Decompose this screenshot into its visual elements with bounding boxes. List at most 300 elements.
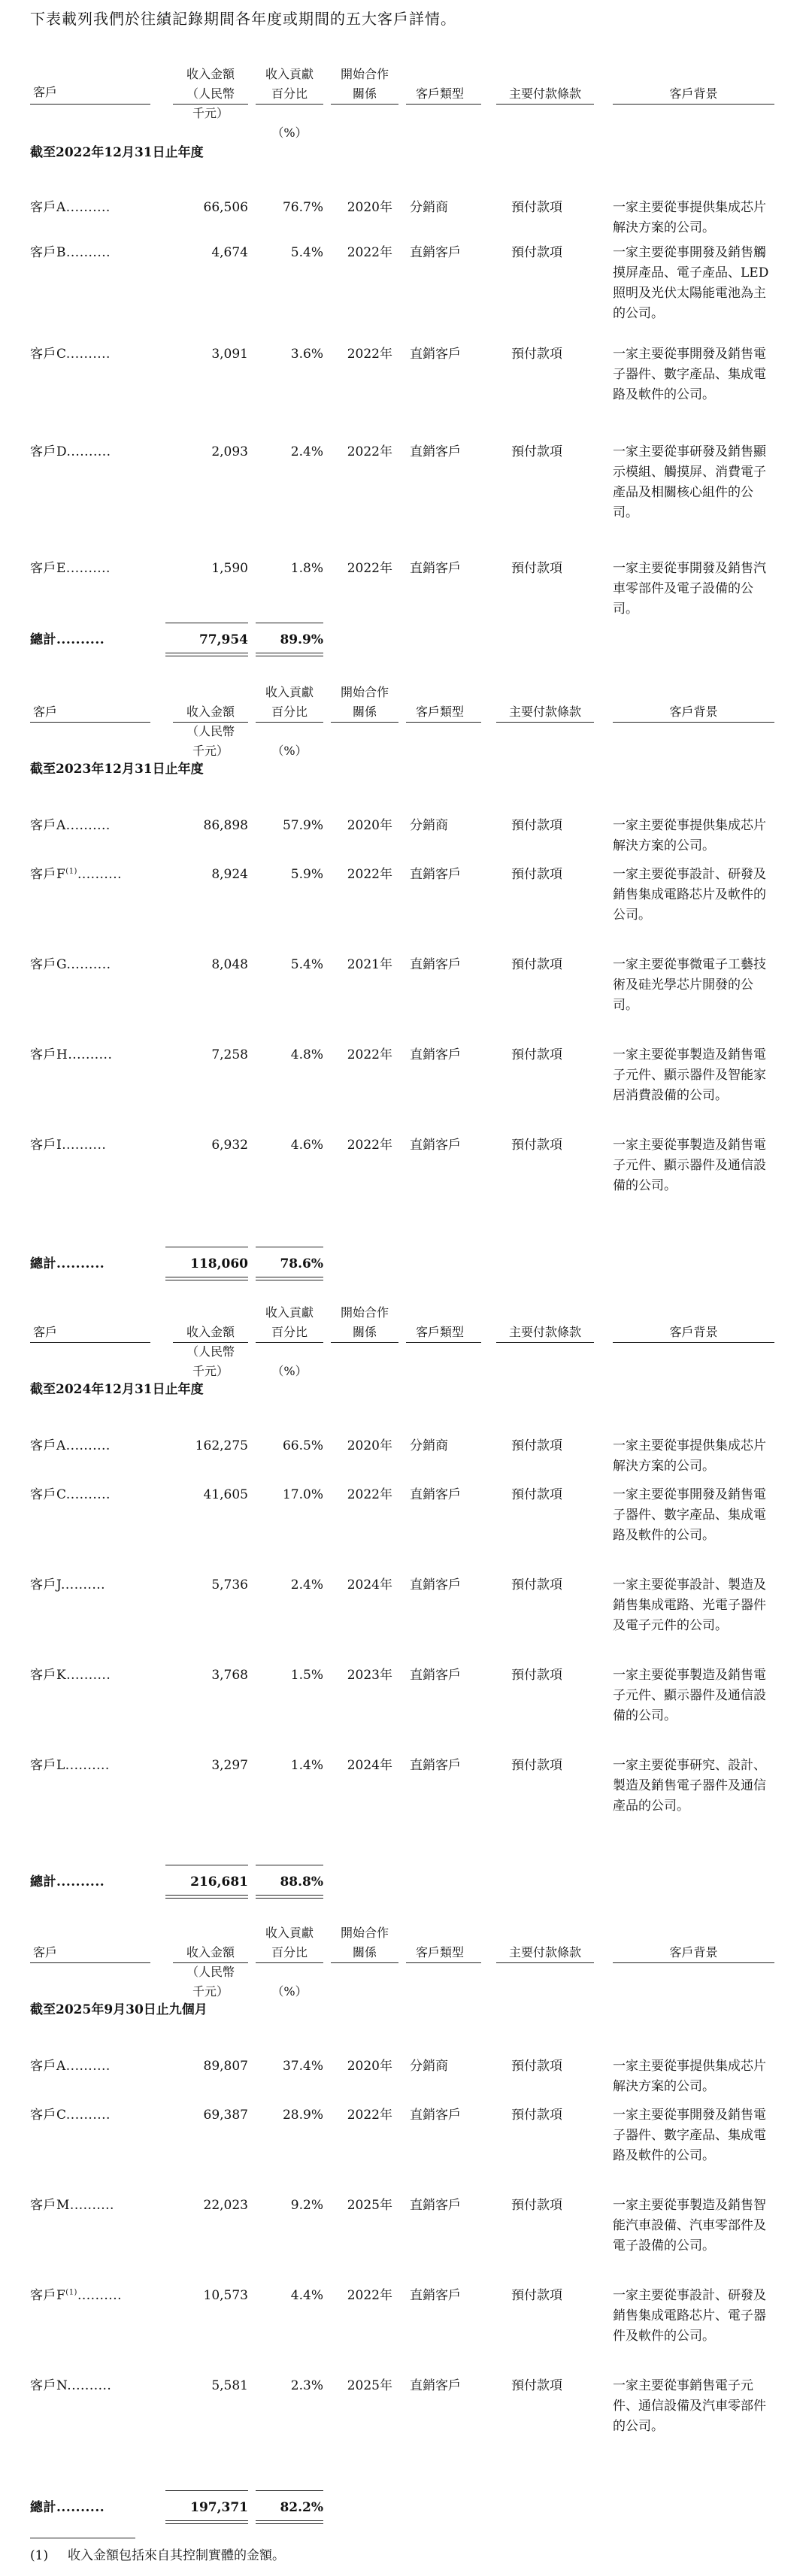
customer-background: 一家主要從事設計、研發及銷售集成電路芯片及軟件的公司。	[613, 867, 766, 923]
customer-background: 一家主要從事研究、設計、製造及銷售電子器件及通信產品的公司。	[613, 1758, 766, 1814]
customer-background: 一家主要從事開發及銷售電子器件、數字產品、集成電路及軟件的公司。	[613, 347, 766, 402]
start-year: 2021年	[347, 957, 392, 972]
payment-terms: 預付款項	[511, 2288, 562, 2303]
customer-label: 客戶M	[30, 2198, 70, 2213]
header-background: 客戶背景	[669, 1325, 718, 1339]
leader-dots: ..........	[56, 1256, 105, 1271]
header-background: 客戶背景	[669, 1945, 718, 1959]
header-payment: 主要付款條款	[508, 705, 581, 719]
start-year: 2022年	[347, 2108, 392, 2123]
header-payment: 主要付款條款	[508, 1945, 581, 1959]
start-year: 2020年	[347, 818, 392, 833]
revenue-amount: 41,605	[203, 1487, 248, 1502]
customer-name	[30, 243, 111, 262]
payment-terms: 預付款項	[511, 1047, 562, 1062]
start-year: 2022年	[347, 347, 392, 362]
customer-name	[30, 1045, 112, 1065]
header-rule	[173, 1962, 248, 1963]
payment-terms: 預付款項	[511, 561, 562, 576]
leader-dots: ..........	[65, 1487, 111, 1502]
customer-type: 直銷客戶	[410, 2288, 461, 2303]
header-background: 客戶背景	[669, 86, 718, 101]
start-year: 2025年	[347, 2198, 392, 2213]
header-start: 開始合作	[340, 1926, 389, 1940]
customer-type: 分銷商	[410, 200, 448, 215]
revenue-share: 1.5%	[290, 1668, 323, 1683]
customer-type: 直銷客戶	[410, 1668, 461, 1683]
customer-type: 直銷客戶	[410, 1047, 461, 1062]
start-year: 2020年	[347, 1438, 392, 1453]
revenue-amount: 7,258	[211, 1047, 248, 1062]
header-share-unit: （%）	[271, 1984, 308, 1999]
customer-type: 直銷客戶	[410, 444, 461, 459]
revenue-share: 17.0%	[282, 1487, 323, 1502]
header-rule	[173, 722, 248, 723]
start-year: 2022年	[347, 1487, 392, 1502]
header-start: 開始合作	[340, 67, 389, 81]
customer-background: 一家主要從事提供集成芯片解決方案的公司。	[613, 1438, 766, 1474]
payment-terms: 預付款項	[511, 867, 562, 882]
revenue-amount: 89,807	[203, 2059, 248, 2074]
customer-name	[30, 559, 111, 578]
customer-background: 一家主要從事研發及銷售顯示模組、觸摸屏、消費電子產品及相關核心組件的公司。	[613, 444, 766, 520]
header-customer: 客戶	[32, 1945, 57, 1959]
revenue-share: 9.2%	[290, 2198, 323, 2213]
customer-label: 客戶A	[30, 818, 66, 833]
start-year: 2023年	[347, 1668, 392, 1683]
revenue-share: 37.4%	[282, 2059, 323, 2074]
revenue-share: 5.9%	[290, 867, 323, 882]
total-label	[30, 630, 105, 650]
start-year: 2022年	[347, 1138, 392, 1153]
header-rule	[256, 1342, 323, 1343]
header-revenue-unit: 千元）	[192, 1984, 229, 1999]
revenue-amount: 4,674	[211, 245, 248, 260]
total-rule	[256, 2490, 323, 2491]
header-rule	[496, 1962, 594, 1963]
header-share: 百分比	[271, 1945, 308, 1959]
header-type: 客戶類型	[415, 705, 464, 719]
customer-type: 直銷客戶	[410, 1577, 461, 1593]
leader-dots: ..........	[62, 1138, 107, 1153]
header-start: 開始合作	[340, 1305, 389, 1320]
customer-table-section	[30, 677, 782, 1284]
total-double-rule	[165, 2520, 248, 2524]
revenue-amount: 86,898	[203, 818, 248, 833]
header-rule	[406, 104, 481, 105]
revenue-amount: 3,091	[211, 347, 248, 362]
customer-type: 直銷客戶	[410, 1758, 461, 1773]
header-rule	[30, 1962, 150, 1963]
revenue-share: 3.6%	[290, 347, 323, 362]
customer-type: 直銷客戶	[410, 2108, 461, 2123]
total-amount: 197,371	[190, 2500, 248, 2515]
customer-type: 直銷客戶	[410, 245, 461, 260]
leader-dots: ..........	[65, 1758, 110, 1773]
header-revenue-unit: 千元）	[192, 106, 229, 120]
header-revenue: 收入金額	[186, 705, 235, 719]
customer-label: 客戶G	[30, 957, 67, 972]
total-rule	[165, 2490, 248, 2491]
header-share: 收入貢獻	[265, 685, 314, 699]
total-double-rule	[256, 1895, 323, 1899]
header-revenue: 收入金額	[186, 1945, 235, 1959]
customer-type: 直銷客戶	[410, 1138, 461, 1153]
leader-dots: ..........	[65, 561, 111, 576]
header-customer: 客戶	[32, 85, 57, 99]
revenue-amount: 3,297	[211, 1758, 248, 1773]
header-revenue-unit: （人民幣	[186, 724, 235, 738]
customer-name	[30, 1756, 110, 1775]
header-rule	[331, 722, 398, 723]
revenue-amount: 69,387	[203, 2108, 248, 2123]
footnote	[30, 2546, 285, 2565]
leader-dots: ..........	[66, 245, 111, 260]
table-header	[30, 59, 782, 140]
revenue-amount: 66,506	[203, 200, 248, 215]
customer-label: 客戶C	[30, 1487, 66, 1502]
total-share: 78.6%	[280, 1256, 323, 1271]
customer-table-section	[30, 59, 782, 660]
header-revenue-unit: （人民幣	[186, 1965, 235, 1979]
header-start: 開始合作	[340, 685, 389, 699]
total-amount: 118,060	[190, 1256, 248, 1271]
header-share: 收入貢獻	[265, 1305, 314, 1320]
header-share: 百分比	[271, 1325, 308, 1339]
header-rule	[496, 1342, 594, 1343]
header-customer: 客戶	[32, 1325, 57, 1339]
leader-dots: ..........	[65, 1438, 111, 1453]
header-rule	[256, 1962, 323, 1963]
header-rule	[331, 1342, 398, 1343]
revenue-share: 4.6%	[290, 1138, 323, 1153]
leader-dots: ..........	[56, 2500, 105, 2515]
customer-label: 客戶B	[30, 245, 66, 260]
table-header	[30, 677, 782, 758]
header-start: 關係	[352, 1325, 377, 1339]
total-double-rule	[256, 653, 323, 656]
customer-label: 客戶A	[30, 2059, 66, 2074]
total-double-rule	[165, 1277, 248, 1280]
customer-name	[30, 1436, 111, 1456]
header-rule	[406, 1342, 481, 1343]
customer-table-section	[30, 1917, 782, 2528]
customer-table-section	[30, 1297, 782, 1902]
footnote-text: 收入金額包括來自其控制實體的金額。	[68, 2548, 285, 2563]
customer-type: 直銷客戶	[410, 957, 461, 972]
customer-name	[30, 865, 122, 884]
payment-terms: 預付款項	[511, 2108, 562, 2123]
payment-terms: 預付款項	[511, 1487, 562, 1502]
customer-background: 一家主要從事設計、製造及銷售集成電路、光電子器件及電子元件的公司。	[613, 1577, 766, 1633]
customer-background: 一家主要從事提供集成芯片解決方案的公司。	[613, 818, 766, 853]
customer-name	[30, 198, 111, 217]
header-revenue-unit: （人民幣	[186, 86, 235, 101]
header-rule	[331, 104, 398, 105]
payment-terms: 預付款項	[511, 2198, 562, 2213]
payment-terms: 預付款項	[511, 347, 562, 362]
revenue-share: 2.3%	[290, 2378, 323, 2393]
leader-dots: ..........	[56, 632, 105, 647]
revenue-amount: 22,023	[203, 2198, 248, 2213]
customer-label: 客戶E	[30, 561, 66, 576]
customer-background: 一家主要從事開發及銷售電子器件、數字產品、集成電路及軟件的公司。	[613, 2108, 766, 2163]
header-rule	[173, 104, 248, 105]
customer-background: 一家主要從事製造及銷售電子元件、顯示器件及智能家居消費設備的公司。	[613, 1047, 766, 1103]
leader-dots: ..........	[65, 347, 111, 362]
customer-name	[30, 442, 111, 462]
total-double-rule	[165, 653, 248, 656]
total-text: 總計	[30, 1256, 56, 1271]
leader-dots: ..........	[66, 444, 111, 459]
start-year: 2022年	[347, 2288, 392, 2303]
start-year: 2022年	[347, 444, 392, 459]
leader-dots: ..........	[56, 1874, 105, 1890]
start-year: 2020年	[347, 2059, 392, 2074]
customer-background: 一家主要從事製造及銷售電子元件、顯示器件及通信設備的公司。	[613, 1138, 766, 1193]
header-rule	[496, 104, 594, 105]
customer-background: 一家主要從事提供集成芯片解決方案的公司。	[613, 200, 766, 235]
leader-dots: ..........	[77, 867, 123, 882]
header-rule	[613, 104, 774, 105]
customer-background: 一家主要從事設計、研發及銷售集成電路芯片、電子器件及軟件的公司。	[613, 2288, 766, 2344]
total-label	[30, 1254, 105, 1274]
customer-label: 客戶F	[30, 2288, 66, 2303]
header-rule	[613, 1342, 774, 1343]
header-type: 客戶類型	[415, 1325, 464, 1339]
customer-background: 一家主要從事製造及銷售電子元件、顯示器件及通信設備的公司。	[613, 1668, 766, 1723]
period-label: 截至2022年12月31日止年度	[30, 145, 204, 160]
header-payment: 主要付款條款	[508, 1325, 581, 1339]
customer-name	[30, 816, 111, 835]
revenue-amount: 5,581	[211, 2378, 248, 2393]
customer-type: 直銷客戶	[410, 561, 461, 576]
header-revenue: 收入金額	[186, 67, 235, 81]
customer-type: 分銷商	[410, 1438, 448, 1453]
header-rule	[331, 1962, 398, 1963]
customer-label: 客戶J	[30, 1577, 61, 1593]
payment-terms: 預付款項	[511, 1758, 562, 1773]
total-label	[30, 1872, 105, 1892]
leader-dots: ..........	[68, 1047, 113, 1062]
header-rule	[173, 1342, 248, 1343]
start-year: 2022年	[347, 561, 392, 576]
customer-background: 一家主要從事提供集成芯片解決方案的公司。	[613, 2059, 766, 2094]
customer-name	[30, 1665, 111, 1685]
header-payment: 主要付款條款	[508, 86, 581, 101]
revenue-amount: 162,275	[195, 1438, 248, 1453]
header-share: 收入貢獻	[265, 1926, 314, 1940]
header-share: 百分比	[271, 705, 308, 719]
total-double-rule	[256, 2520, 323, 2524]
leader-dots: ..........	[66, 957, 111, 972]
intro-text: 下表載列我們於往績記錄期間各年度或期間的五大客戶詳情。	[30, 10, 456, 28]
header-share: 收入貢獻	[265, 67, 314, 81]
start-year: 2022年	[347, 245, 392, 260]
payment-terms: 預付款項	[511, 200, 562, 215]
payment-terms: 預付款項	[511, 1577, 562, 1593]
customer-name	[30, 2286, 122, 2305]
revenue-amount: 5,736	[211, 1577, 248, 1593]
header-revenue-unit: （人民幣	[186, 1344, 235, 1359]
footnote-ref: (1)	[65, 867, 77, 876]
customer-background: 一家主要從事開發及銷售觸摸屏產品、電子產品、LED照明及光伏太陽能電池為主的公司。	[613, 245, 769, 321]
start-year: 2024年	[347, 1577, 392, 1593]
leader-dots: ..........	[61, 1577, 106, 1593]
customer-type: 直銷客戶	[410, 1487, 461, 1502]
total-amount: 77,954	[198, 632, 248, 647]
revenue-amount: 2,093	[211, 444, 248, 459]
leader-dots: ..........	[67, 2378, 112, 2393]
revenue-amount: 8,924	[211, 867, 248, 882]
total-text: 總計	[30, 632, 56, 647]
revenue-amount: 1,590	[211, 561, 248, 576]
table-header	[30, 1297, 782, 1378]
customer-name	[30, 955, 111, 974]
payment-terms: 預付款項	[511, 444, 562, 459]
customer-label: 客戶A	[30, 200, 66, 215]
customer-label: 客戶C	[30, 2108, 66, 2123]
customer-type: 分銷商	[410, 818, 448, 833]
customer-name	[30, 2056, 111, 2076]
payment-terms: 預付款項	[511, 818, 562, 833]
customer-name	[30, 2196, 114, 2215]
revenue-amount: 3,768	[211, 1668, 248, 1683]
total-share: 82.2%	[280, 2500, 323, 2515]
period-label: 截至2023年12月31日止年度	[30, 762, 204, 777]
leader-dots: ..........	[65, 2108, 111, 2123]
header-share: 百分比	[271, 86, 308, 101]
payment-terms: 預付款項	[511, 2059, 562, 2074]
header-share-unit: （%）	[271, 1364, 308, 1378]
total-share: 89.9%	[280, 632, 323, 647]
customer-name	[30, 1575, 105, 1595]
leader-dots: ..........	[69, 2198, 114, 2213]
period-label: 截至2025年9月30日止九個月	[30, 2002, 208, 2017]
period-label: 截至2024年12月31日止年度	[30, 1382, 204, 1397]
total-text: 總計	[30, 1874, 56, 1890]
revenue-amount: 6,932	[211, 1138, 248, 1153]
customer-label: 客戶H	[30, 1047, 68, 1062]
payment-terms: 預付款項	[511, 1438, 562, 1453]
customer-type: 直銷客戶	[410, 347, 461, 362]
revenue-share: 76.7%	[282, 200, 323, 215]
customer-background: 一家主要從事微電子工藝技術及硅光學芯片開發的公司。	[613, 957, 766, 1013]
customer-background: 一家主要從事開發及銷售電子器件、數字產品、集成電路及軟件的公司。	[613, 1487, 766, 1543]
customer-background: 一家主要從事製造及銷售智能汽車設備、汽車零部件及電子設備的公司。	[613, 2198, 766, 2253]
revenue-share: 5.4%	[290, 957, 323, 972]
header-rule	[406, 722, 481, 723]
footnote-ref: (1)	[65, 2288, 77, 2297]
customer-label: 客戶K	[30, 1668, 67, 1683]
total-double-rule	[165, 1895, 248, 1899]
payment-terms: 預付款項	[511, 245, 562, 260]
header-revenue: 收入金額	[186, 1325, 235, 1339]
customer-type: 分銷商	[410, 2059, 448, 2074]
table-header	[30, 1917, 782, 1999]
payment-terms: 預付款項	[511, 1138, 562, 1153]
customer-name	[30, 2105, 111, 2125]
customer-name	[30, 2376, 111, 2396]
header-revenue-unit: 千元）	[192, 1364, 229, 1378]
revenue-share: 2.4%	[290, 1577, 323, 1593]
customer-name	[30, 1485, 111, 1505]
customer-name	[30, 344, 111, 364]
revenue-share: 66.5%	[282, 1438, 323, 1453]
customer-label: 客戶C	[30, 347, 66, 362]
total-label	[30, 2498, 105, 2517]
start-year: 2022年	[347, 867, 392, 882]
header-share-unit: （%）	[271, 744, 308, 758]
leader-dots: ..........	[66, 1668, 111, 1683]
header-rule	[256, 104, 323, 105]
customer-label: 客戶A	[30, 1438, 66, 1453]
customer-type: 直銷客戶	[410, 2198, 461, 2213]
header-rule	[30, 722, 150, 723]
revenue-share: 28.9%	[282, 2108, 323, 2123]
revenue-share: 57.9%	[282, 818, 323, 833]
revenue-share: 1.8%	[290, 561, 323, 576]
leader-dots: ..........	[65, 200, 111, 215]
header-rule	[30, 104, 150, 105]
customer-label: 客戶L	[30, 1758, 65, 1773]
header-type: 客戶類型	[415, 1945, 464, 1959]
header-start: 關係	[352, 705, 377, 719]
start-year: 2024年	[347, 1758, 392, 1773]
header-customer: 客戶	[32, 705, 57, 719]
header-start: 關係	[352, 1945, 377, 1959]
payment-terms: 預付款項	[511, 2378, 562, 2393]
header-rule	[406, 1962, 481, 1963]
payment-terms: 預付款項	[511, 957, 562, 972]
start-year: 2020年	[347, 200, 392, 215]
revenue-share: 4.8%	[290, 1047, 323, 1062]
header-rule	[30, 1342, 150, 1343]
header-share-unit: （%）	[271, 126, 308, 140]
total-double-rule	[256, 1277, 323, 1280]
customer-name	[30, 1135, 106, 1155]
revenue-share: 2.4%	[290, 444, 323, 459]
total-text: 總計	[30, 2500, 56, 2515]
footnote-mark: (1)	[30, 2548, 49, 2563]
header-type: 客戶類型	[415, 86, 464, 101]
payment-terms: 預付款項	[511, 1668, 562, 1683]
customer-type: 直銷客戶	[410, 867, 461, 882]
customer-type: 直銷客戶	[410, 2378, 461, 2393]
total-amount: 216,681	[190, 1874, 248, 1890]
customer-label: 客戶D	[30, 444, 67, 459]
revenue-share: 5.4%	[290, 245, 323, 260]
revenue-share: 1.4%	[290, 1758, 323, 1773]
customer-label: 客戶F	[30, 867, 66, 882]
customer-background: 一家主要從事開發及銷售汽車零部件及電子設備的公司。	[613, 561, 766, 617]
leader-dots: ..........	[65, 2059, 111, 2074]
total-share: 88.8%	[280, 1874, 323, 1890]
revenue-share: 4.4%	[290, 2288, 323, 2303]
customer-label: 客戶I	[30, 1138, 62, 1153]
header-rule	[613, 1962, 774, 1963]
header-start: 關係	[352, 86, 377, 101]
leader-dots: ..........	[77, 2288, 123, 2303]
revenue-amount: 8,048	[211, 957, 248, 972]
revenue-amount: 10,573	[203, 2288, 248, 2303]
customer-label: 客戶N	[30, 2378, 68, 2393]
start-year: 2025年	[347, 2378, 392, 2393]
header-rule	[613, 722, 774, 723]
header-background: 客戶背景	[669, 705, 718, 719]
header-rule	[256, 722, 323, 723]
customer-background: 一家主要從事銷售電子元件、通信設備及汽車零部件的公司。	[613, 2378, 766, 2434]
